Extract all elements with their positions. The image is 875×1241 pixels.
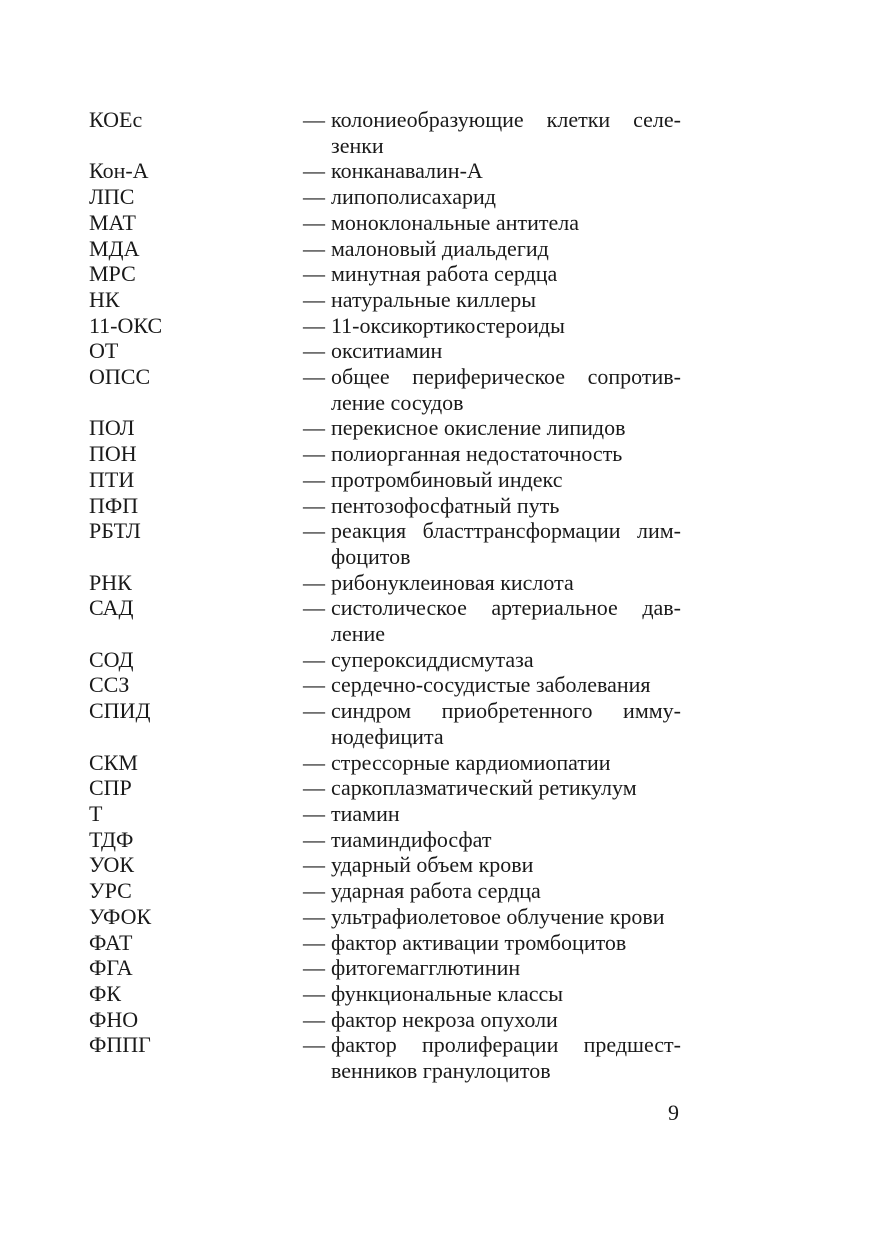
definition-line: фоцитов: [331, 543, 411, 569]
abbreviation-definition: [331, 493, 681, 519]
abbreviation-entry: [89, 930, 681, 956]
abbreviation-entry: [89, 313, 681, 339]
abbreviation-term: КОЕс: [89, 107, 143, 132]
abbreviation-definition: [331, 338, 681, 364]
abbreviation-term: ФАТ: [89, 929, 133, 955]
em-dash: —: [303, 826, 325, 852]
em-dash: —: [303, 261, 325, 287]
definition-line: тиаминдифосфат: [331, 826, 492, 852]
abbreviation-term: УОК: [89, 852, 135, 878]
abbreviation-definition: [331, 261, 681, 287]
abbreviation-definition: [331, 801, 681, 827]
em-dash: —: [303, 518, 325, 544]
em-dash: —: [303, 235, 325, 261]
em-dash: —: [303, 441, 325, 467]
abbreviation-entry: [89, 878, 681, 904]
em-dash: —: [303, 492, 325, 518]
abbreviation-definition: [331, 981, 681, 1007]
em-dash: —: [303, 698, 325, 724]
abbreviation-list: [89, 107, 681, 1084]
abbreviation-definition: [331, 595, 681, 646]
definition-line: фактор некроза опухоли: [331, 1006, 558, 1032]
abbreviation-term: НК: [89, 286, 120, 312]
definition-line: перекисное окисление липидов: [331, 415, 626, 441]
definition-line: систолическое артериальное дав-: [331, 595, 681, 621]
abbreviation-entry: [89, 801, 681, 827]
definition-line: 11-оксикортикостероиды: [331, 312, 565, 338]
abbreviation-term: ОТ: [89, 338, 119, 364]
definition-line: минутная работа сердца: [331, 261, 558, 287]
abbreviation-definition: [331, 827, 681, 853]
abbreviation-entry: [89, 775, 681, 801]
em-dash: —: [303, 1006, 325, 1032]
em-dash: —: [303, 286, 325, 312]
abbreviation-definition: [331, 313, 681, 339]
abbreviation-term: МАТ: [89, 209, 136, 235]
abbreviation-term: ПОЛ: [89, 415, 135, 441]
definition-line: тиамин: [331, 800, 400, 826]
em-dash: —: [303, 415, 325, 441]
abbreviation-term: РБТЛ: [89, 518, 141, 544]
definition-line: нодефицита: [331, 723, 444, 749]
abbreviation-entry: [89, 236, 681, 262]
definition-line: супероксиддисмутаза: [331, 646, 534, 672]
abbreviation-definition: [331, 904, 681, 930]
abbreviation-term: ССЗ: [89, 672, 130, 698]
abbreviation-entry: [89, 698, 681, 749]
definition-line: функциональные классы: [331, 980, 564, 1006]
em-dash: —: [303, 338, 325, 364]
abbreviation-entry: [89, 904, 681, 930]
definition-line: пентозофосфатный путь: [331, 492, 560, 518]
em-dash: —: [303, 955, 325, 981]
abbreviation-definition: [331, 518, 681, 569]
abbreviation-definition: [331, 955, 681, 981]
definition-line: саркоплазматический ретикулум: [331, 775, 637, 801]
definition-line: малоновый диальдегид: [331, 235, 549, 261]
abbreviation-entry: [89, 955, 681, 981]
abbreviation-term: ФНО: [89, 1006, 139, 1032]
definition-line: липополисахарид: [331, 184, 496, 210]
definition-line: фактор активации тромбоцитов: [331, 929, 627, 955]
abbreviation-term: ФГА: [89, 955, 133, 981]
abbreviation-definition: [331, 107, 681, 158]
em-dash: —: [303, 646, 325, 672]
em-dash: —: [303, 569, 325, 595]
definition-line: зенки: [331, 132, 384, 158]
em-dash: —: [303, 878, 325, 904]
definition-line: колониеобразующие клетки селе-: [331, 107, 681, 132]
abbreviation-term: МРС: [89, 261, 136, 287]
abbreviation-definition: [331, 1007, 681, 1033]
abbreviation-definition: [331, 415, 681, 441]
definition-line: фитогемагглютинин: [331, 955, 521, 981]
abbreviation-definition: [331, 158, 681, 184]
abbreviation-term: ТДФ: [89, 826, 134, 852]
em-dash: —: [303, 800, 325, 826]
definition-line: натуральные киллеры: [331, 286, 537, 312]
definition-line: венников гранулоцитов: [331, 1058, 551, 1084]
em-dash: —: [303, 364, 325, 390]
abbreviation-term: УФОК: [89, 903, 152, 929]
abbreviation-entry: [89, 184, 681, 210]
em-dash: —: [303, 903, 325, 929]
definition-line: сердечно-сосудистые заболевания: [331, 672, 651, 698]
abbreviation-term: ЛПС: [89, 184, 135, 210]
abbreviation-entry: [89, 158, 681, 184]
definition-line: полиорганная недостаточность: [331, 441, 623, 467]
em-dash: —: [303, 775, 325, 801]
abbreviation-term: СКМ: [89, 749, 138, 775]
abbreviation-entry: [89, 415, 681, 441]
abbreviation-term: СОД: [89, 646, 134, 672]
abbreviation-term: ПФП: [89, 492, 139, 518]
definition-line: конканавалин-А: [331, 158, 483, 184]
em-dash: —: [303, 672, 325, 698]
abbreviation-term: ПТИ: [89, 466, 135, 492]
abbreviation-term: РНК: [89, 569, 132, 595]
abbreviation-definition: [331, 647, 681, 673]
em-dash: —: [303, 852, 325, 878]
abbreviation-definition: [331, 236, 681, 262]
em-dash: —: [303, 184, 325, 210]
abbreviation-entry: [89, 467, 681, 493]
abbreviation-definition: [331, 930, 681, 956]
abbreviation-entry: [89, 441, 681, 467]
abbreviation-entry: [89, 852, 681, 878]
abbreviation-entry: [89, 261, 681, 287]
em-dash: —: [303, 595, 325, 621]
abbreviation-definition: [331, 570, 681, 596]
definition-line: окситиамин: [331, 338, 443, 364]
em-dash: —: [303, 929, 325, 955]
abbreviation-definition: [331, 184, 681, 210]
em-dash: —: [303, 158, 325, 184]
em-dash: —: [303, 980, 325, 1006]
abbreviation-entry: [89, 647, 681, 673]
em-dash: —: [303, 209, 325, 235]
abbreviation-entry: [89, 287, 681, 313]
abbreviation-term: МДА: [89, 235, 140, 261]
abbreviation-entry: [89, 1032, 681, 1083]
em-dash: —: [303, 107, 325, 132]
abbreviation-entry: [89, 750, 681, 776]
abbreviation-definition: [331, 672, 681, 698]
page-number: 9: [668, 1100, 679, 1125]
abbreviation-term: УРС: [89, 878, 132, 904]
em-dash: —: [303, 1032, 325, 1058]
definition-line: ультрафиолетовое облучение крови: [331, 903, 665, 929]
abbreviation-entry: [89, 493, 681, 519]
abbreviation-entry: [89, 338, 681, 364]
abbreviation-term: ФК: [89, 980, 122, 1006]
abbreviation-definition: [331, 1032, 681, 1083]
abbreviation-entry: [89, 210, 681, 236]
abbreviation-term: ФППГ: [89, 1032, 151, 1058]
abbreviation-definition: [331, 775, 681, 801]
definition-line: протромбиновый индекс: [331, 466, 563, 492]
definition-line: стрессорные кардиомиопатии: [331, 749, 611, 775]
abbreviation-term: ОПСС: [89, 364, 151, 390]
abbreviation-entry: [89, 107, 681, 158]
definition-line: моноклональные антитела: [331, 209, 579, 235]
abbreviation-term: Т: [89, 800, 103, 826]
abbreviation-term: Кон-А: [89, 158, 149, 184]
abbreviation-definition: [331, 698, 681, 749]
em-dash: —: [303, 466, 325, 492]
definition-line: фактор пролиферации предшест-: [331, 1032, 681, 1058]
definition-line: общее периферическое сопротив-: [331, 364, 681, 390]
abbreviation-entry: [89, 364, 681, 415]
abbreviation-definition: [331, 364, 681, 415]
abbreviation-definition: [331, 878, 681, 904]
abbreviation-entry: [89, 1007, 681, 1033]
abbreviation-entry: [89, 595, 681, 646]
abbreviation-term: 11-ОКС: [89, 312, 163, 338]
abbreviation-entry: [89, 518, 681, 569]
abbreviation-term: САД: [89, 595, 134, 621]
abbreviation-entry: [89, 570, 681, 596]
abbreviation-term: СПИД: [89, 698, 151, 724]
abbreviation-definition: [331, 287, 681, 313]
abbreviation-term: СПР: [89, 775, 132, 801]
abbreviation-term: ПОН: [89, 441, 137, 467]
em-dash: —: [303, 749, 325, 775]
abbreviation-entry: [89, 672, 681, 698]
abbreviation-definition: [331, 467, 681, 493]
abbreviation-entry: [89, 981, 681, 1007]
abbreviation-definition: [331, 441, 681, 467]
definition-line: рибонуклеиновая кислота: [331, 569, 574, 595]
definition-line: реакция бласттрансформации лим-: [331, 518, 681, 544]
abbreviation-definition: [331, 750, 681, 776]
em-dash: —: [303, 312, 325, 338]
definition-line: ление сосудов: [331, 389, 464, 415]
definition-line: ление: [331, 621, 386, 647]
definition-line: синдром приобретенного имму-: [331, 698, 681, 724]
abbreviation-entry: [89, 827, 681, 853]
definition-line: ударная работа сердца: [331, 878, 541, 904]
definition-line: ударный объем крови: [331, 852, 534, 878]
abbreviation-definition: [331, 852, 681, 878]
abbreviation-definition: [331, 210, 681, 236]
